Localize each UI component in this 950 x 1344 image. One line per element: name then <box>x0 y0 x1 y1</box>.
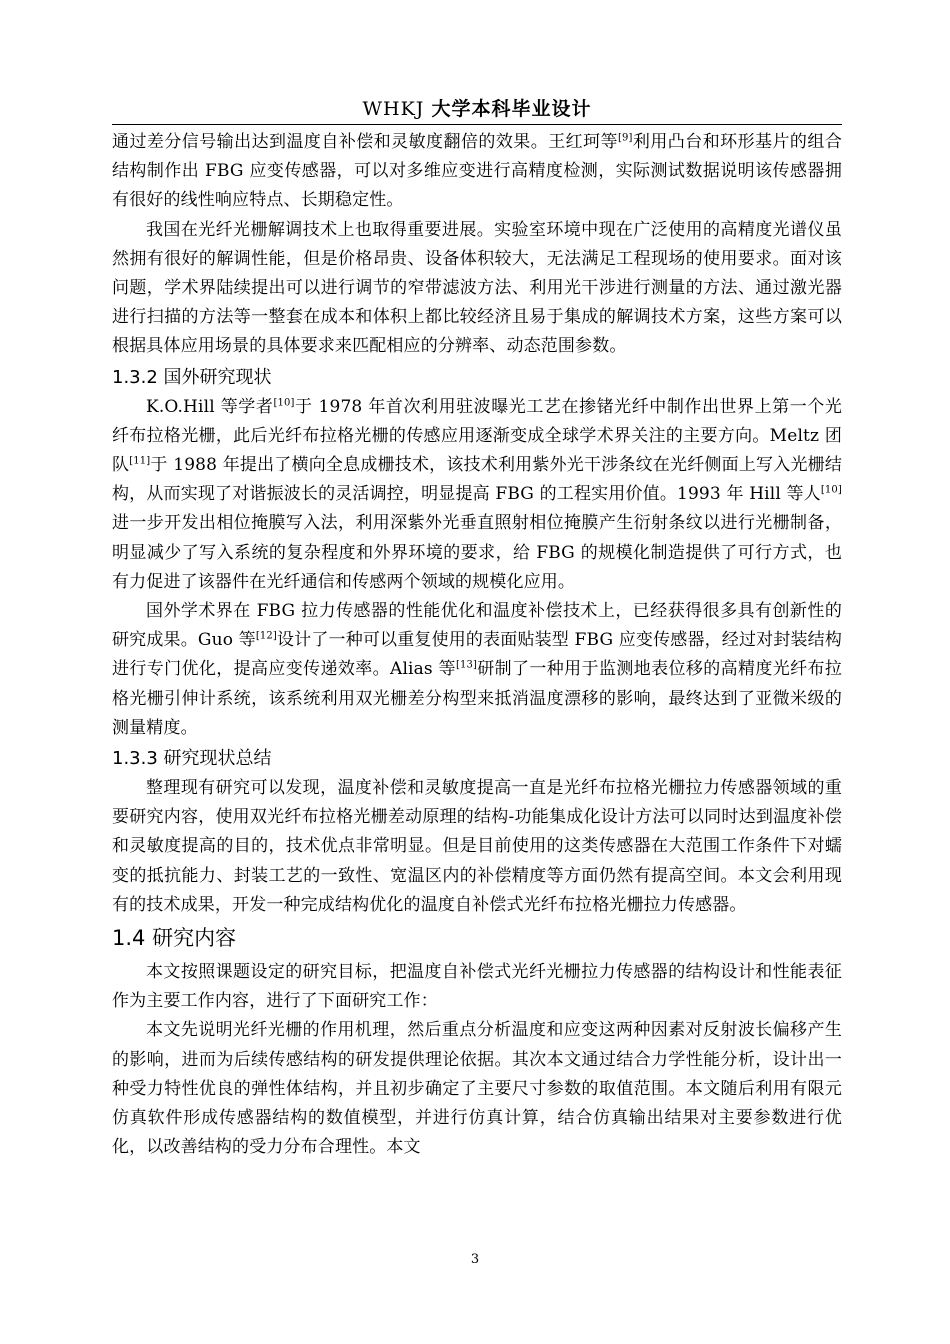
paragraph-6: 本文按照课题设定的研究目标，把温度自补偿式光纤光栅拉力传感器的结构设计和性能表征作为主要工作内容，进行了下面研究工作： <box>112 962 842 1012</box>
page-body <box>112 128 842 1163</box>
page-number: 3 <box>470 1252 480 1267</box>
section-heading-1-3-2: 1.3.2 国外研究现状 <box>112 366 272 388</box>
paragraph-2: 我国在光纤光栅解调技术上也取得重要进展。实验室环境中现在广泛使用的高精度光谱仪虽然拥有很好的解调性能，但是价格昂贵、设备体积较大，无法满足工程现场的使用要求。面对该问题，学术界陆续提出可以进行调节的窄带滤波方法、利用光干涉进行测量的方法、通过激光器进行扫描的方法等一整套在成本和体积上都比较经济且易于集成的解调技术方案，这些方案可以根据具体应用场景的具体要求来匹配相应的分辨率、动态范围参数。 <box>112 219 842 357</box>
citation-11: [11] <box>129 455 151 467</box>
header-title: 大学本科毕业设计 <box>431 98 592 120</box>
header-prefix: WHKJ <box>362 98 432 120</box>
paragraph-5: 整理现有研究可以发现，温度补偿和灵敏度提高一直是光纤布拉格光栅拉力传感器领域的重要研究内容，使用双光纤布拉格光栅差动原理的结构-功能集成化设计方法可以同时达到温度补偿和灵敏度提高的目的，技术优点非常明显。但是目前使用的这类传感器在大范围工作条件下对蠕变的抵抗能力、封装工艺的一致性、宽温区内的补偿精度等方面仍然有提高空间。本文会利用现有的技术成果，开发一种完成结构优化的温度自补偿式光纤布拉格光栅拉力传感器。 <box>112 778 842 915</box>
page-header <box>112 98 842 120</box>
paragraph-7: 本文先说明光纤光栅的作用机理，然后重点分析温度和应变这两种因素对反射波长偏移产生的影响，进而为后续传感结构的研发提供理论依据。其次本文通过结合力学性能分析，设计出一种受力特性优良的弹性体结构，并且初步确定了主要尺寸参数的取值范围。本文随后利用有限元仿真软件形成传感器结构的数值模型，并进行仿真计算，结合仿真输出结果对主要参数进行优化，以改善结构的受力分布合理性。本文 <box>112 1020 842 1158</box>
section-heading-1-4: 1.4 研究内容 <box>112 926 237 951</box>
section-heading-1-3-3: 1.3.3 研究现状总结 <box>112 748 272 770</box>
citation-12: [12] <box>255 630 277 642</box>
header-rule <box>112 124 842 125</box>
paragraph-4: 国外学术界在 FBG 拉力传感器的性能优化和温度补偿技术上，已经获得很多具有创新性的研究成果。Guo 等[12]设计了一种可以重复使用的表面贴装型 FBG 应变传感器，经过对封装结构进行专门优化，提高应变传递效率。Alias 等[13]研制了一种用于监测地表位移的高精度光纤布拉格光栅引伸计系统，该系统利用双光栅差分构型来抵消温度漂移的影响，最终达到了亚微米级的测量精度。 <box>112 601 842 738</box>
citation-10: [10] <box>273 396 295 408</box>
paragraph-1: 通过差分信号输出达到温度自补偿和灵敏度翻倍的效果。王红珂等[9]利用凸台和环形基片的组合结构制作出 FBG 应变传感器，可以对多维应变进行高精度检测，实际测试数据说明该传感器拥有很好的线性响应特点、长期稳定性。 <box>112 132 842 211</box>
citation-13: [13] <box>455 659 478 671</box>
citation-10b: [10] <box>820 484 842 496</box>
citation-9: [9] <box>617 132 633 144</box>
paragraph-3: K.O.Hill 等学者[10]于 1978 年首次利用驻波曝光工艺在掺锗光纤中制作出世界上第一个光纤布拉格光栅，此后光纤布拉格光栅的传感应用逐渐变成全球学术界关注的主要方向。Meltz 团队[11]于 1988 年提出了横向全息成栅技术，该技术利用紫外光干涉条纹在光纤侧面上写入光栅结构，从而实现了对谐振波长的灵活调控，明显提高 FBG 的工程实用价值。1993 年 Hill 等人[10]进一步开发出相位掩膜写入法，利用深紫外光垂直照射相位掩膜产生衍射条纹以进行光栅制备，明显减少了写入系统的复杂程度和外界环境的要求，给 FBG 的规模化制造提供了可行方式，也有力促进了该器件在光纤通信和传感两个领域的规模化应用。 <box>112 396 843 592</box>
